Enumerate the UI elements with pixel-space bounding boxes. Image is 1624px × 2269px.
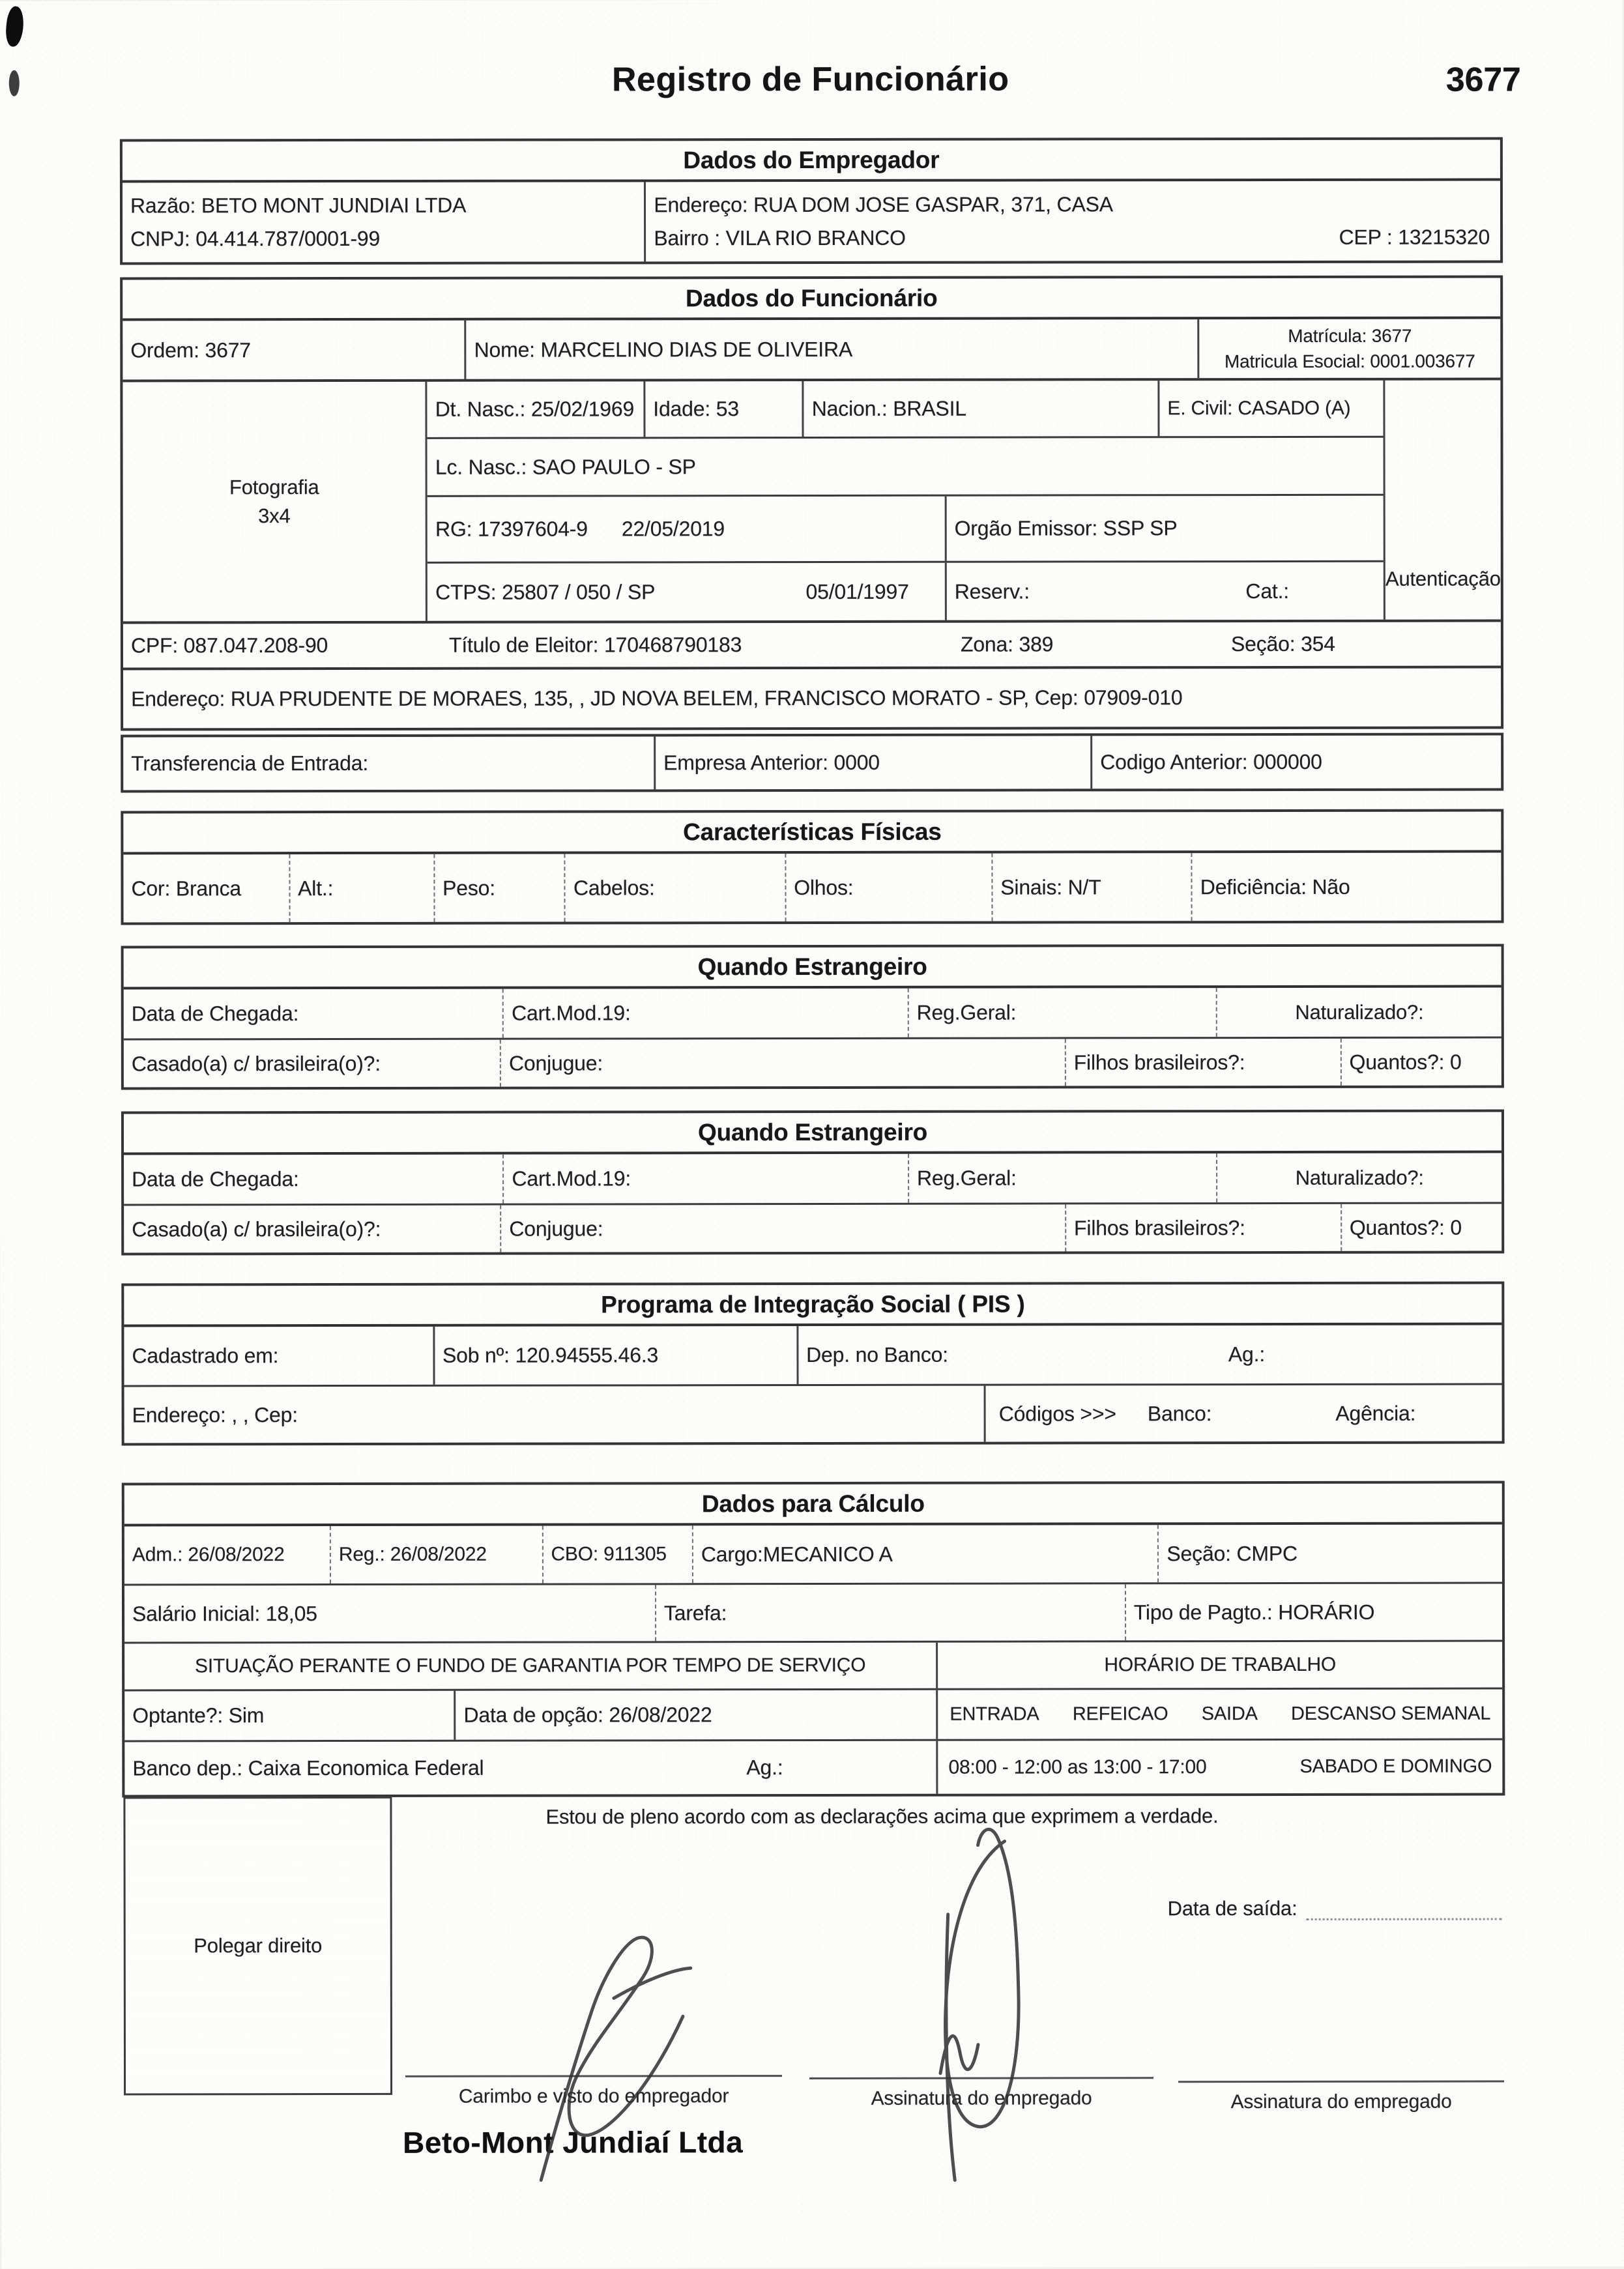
codigo-anterior: Codigo Anterior: 000000 <box>1090 736 1501 789</box>
empresa-anterior: Empresa Anterior: 0000 <box>654 736 1090 789</box>
employee-signature-label-1: Assinatura do empregado <box>871 2087 1092 2109</box>
pis-codigos: Códigos >>> <box>998 1401 1116 1426</box>
estrangeiro-1-casado: Casado(a) c/ brasileira(o)?: <box>131 1051 381 1075</box>
fisicas-cabelos: Cabelos: <box>564 854 785 921</box>
pis-dep-banco: Dep. no Banco: <box>806 1342 948 1367</box>
employer-cnpj: CNPJ: 04.414.787/0001-99 <box>130 226 381 251</box>
employee-reserv: Reserv.: <box>954 579 1030 603</box>
employer-cep: CEP : 13215320 <box>1339 225 1490 249</box>
estrangeiro-1-naturalizado: Naturalizado?: <box>1216 988 1501 1037</box>
col-refeicao: REFEICAO <box>1072 1703 1168 1725</box>
employee-ordem: Ordem: 3677 <box>130 338 251 362</box>
employer-section <box>120 137 1503 265</box>
fisicas-sinais: Sinais: N/T <box>991 853 1191 921</box>
page-title: Registro de Funcionário <box>611 60 1009 99</box>
estrangeiro-section-1 <box>121 944 1504 1090</box>
employee-estado-civil: E. Civil: CASADO (A) <box>1157 381 1383 436</box>
employee-matricula-esocial: Matricula Esocial: 0001.003677 <box>1224 351 1475 372</box>
calculo-cbo: CBO: 911305 <box>542 1525 692 1583</box>
calculo-descanso-valor: SABADO E DOMINGO <box>1299 1756 1492 1777</box>
transfer-strip <box>121 733 1503 793</box>
photo-label-line2: 3x4 <box>258 504 291 527</box>
scan-artifact-smudge <box>4 6 25 48</box>
estrangeiro-1-cart-mod: Cart.Mod.19: <box>502 989 908 1038</box>
estrangeiro-2-cart-mod: Cart.Mod.19: <box>502 1154 908 1204</box>
calculo-secao: Seção: CMPC <box>1157 1525 1502 1583</box>
fisicas-deficiencia: Deficiência: Não <box>1191 853 1501 921</box>
employee-nacionalidade: Nacion.: BRASIL <box>802 381 1158 437</box>
employee-endereco: Endereço: RUA PRUDENTE DE MORAES, 135, , JD NOVA BELEM, FRANCISCO MORATO - SP, Cep: 07909-010 <box>131 686 1183 711</box>
employee-signature <box>945 1829 1019 2127</box>
employee-ctps: CTPS: 25807 / 050 / SP <box>435 579 656 604</box>
employee-signature-line-2 <box>1178 2081 1504 2083</box>
pis-banco: Banco: <box>1147 1401 1212 1425</box>
employer-section-title: Dados do Empregador <box>123 140 1500 183</box>
fisicas-peso: Peso: <box>433 854 564 922</box>
estrangeiro-2-conjugue: Conjugue: <box>500 1204 1065 1252</box>
employee-idade: Idade: 53 <box>643 381 802 437</box>
calculo-tarefa: Tarefa: <box>655 1584 1125 1641</box>
col-entrada: ENTRADA <box>950 1703 1039 1725</box>
estrangeiro-2-quantos: Quantos?: 0 <box>1341 1204 1501 1251</box>
employer-endereco: Endereço: RUA DOM JOSE GASPAR, 371, CASA <box>654 192 1113 217</box>
estrangeiro-1-quantos: Quantos?: 0 <box>1340 1039 1501 1086</box>
thumbprint-box <box>123 1797 392 2096</box>
employee-signature-label-2: Assinatura do empregado <box>1230 2090 1452 2113</box>
fisicas-cor: Cor: Branca <box>131 876 242 900</box>
estrangeiro-2-reg-geral: Reg.Geral: <box>908 1153 1217 1203</box>
fisicas-section <box>121 809 1503 925</box>
declaration-text: Estou de pleno acordo com as declarações acima que exprimem a verdade. <box>545 1804 1219 1828</box>
calculo-reg: Reg.: 26/08/2022 <box>330 1526 542 1583</box>
data-saida-blank-line <box>1306 1897 1501 1920</box>
data-saida-label: Data de saída: <box>1167 1896 1298 1920</box>
pis-endereco: Endereço: , , Cep: <box>132 1402 298 1426</box>
employee-dt-nasc: Dt. Nasc.: 25/02/1969 <box>435 397 635 421</box>
data-saida-field <box>1168 1897 1502 1921</box>
calculo-tipo-pagto: Tipo de Pagto.: HORÁRIO <box>1125 1584 1502 1641</box>
photo-label-line1: Fotografia <box>229 475 319 499</box>
estrangeiro-2-naturalizado: Naturalizado?: <box>1216 1153 1501 1203</box>
employee-section <box>120 276 1503 731</box>
col-descanso: DESCANSO SEMANAL <box>1291 1703 1491 1724</box>
calculo-cargo: Cargo:MECANICO A <box>692 1525 1158 1583</box>
estrangeiro-1-conjugue: Conjugue: <box>500 1039 1065 1086</box>
employer-bairro: Bairro : VILA RIO BRANCO <box>654 225 906 250</box>
employee-orgao-emissor: Orgão Emissor: SSP SP <box>944 496 1383 561</box>
page-header <box>0 59 1623 100</box>
employee-cat: Cat.: <box>1245 579 1290 603</box>
calculo-optante: Optante?: Sim <box>132 1703 265 1727</box>
employer-signature-line <box>405 2075 782 2077</box>
calculo-banco-dep: Banco dep.: Caixa Economica Federal <box>132 1756 484 1780</box>
estrangeiro-1-reg-geral: Reg.Geral: <box>908 988 1217 1037</box>
estrangeiro-2-data-chegada: Data de Chegada: <box>132 1167 299 1191</box>
fisicas-olhos: Olhos: <box>785 854 991 921</box>
calculo-horario-valor: 08:00 - 12:00 as 13:00 - 17:00 <box>948 1756 1207 1778</box>
employer-razao: Razão: BETO MONT JUNDIAI LTDA <box>130 193 467 218</box>
pis-section-title: Programa de Integração Social ( PIS ) <box>124 1284 1501 1327</box>
employee-matricula: Matrícula: 3677 <box>1288 325 1412 346</box>
employee-section-title: Dados do Funcionário <box>123 278 1500 321</box>
employee-secao-eleitoral: Seção: 354 <box>1230 631 1335 656</box>
pis-agencia: Agência: <box>1335 1401 1416 1425</box>
calculo-fgts-title: SITUAÇÃO PERANTE O FUNDO DE GARANTIA POR TEMPO DE SERVIÇO <box>195 1654 866 1677</box>
calculo-salario: Salário Inicial: 18,05 <box>132 1601 317 1625</box>
pis-cadastrado: Cadastrado em: <box>132 1344 279 1368</box>
employee-titulo-eleitor: Título de Eleitor: 170468790183 <box>448 633 742 657</box>
employee-zona: Zona: 389 <box>960 632 1054 656</box>
employee-signature-line-1 <box>809 2077 1153 2079</box>
calculo-section-title: Dados para Cálculo <box>124 1484 1502 1527</box>
estrangeiro-2-filhos: Filhos brasileiros?: <box>1065 1204 1341 1252</box>
calculo-ag: Ag.: <box>746 1756 783 1780</box>
employee-signature-flourish <box>940 1915 979 2180</box>
calculo-data-opcao: Data de opção: 26/08/2022 <box>454 1690 936 1740</box>
employee-nome: Nome: MARCELINO DIAS DE OLIVEIRA <box>465 319 1198 379</box>
pis-section <box>121 1282 1504 1446</box>
fisicas-alt: Alt.: <box>289 854 433 922</box>
employee-rg: RG: 17397604-9 <box>435 517 588 541</box>
employee-cpf: CPF: 087.047.208-90 <box>130 633 328 658</box>
employee-rg-data: 22/05/2019 <box>621 517 725 541</box>
thumbprint-label: Polegar direito <box>194 1934 323 1958</box>
pis-ag: Ag.: <box>1228 1342 1266 1366</box>
estrangeiro-1-title: Quando Estrangeiro <box>124 947 1501 990</box>
estrangeiro-1-filhos: Filhos brasileiros?: <box>1065 1039 1341 1086</box>
page-number: 3677 <box>1445 61 1521 99</box>
company-stamp-text: Beto-Mont Jundiaí Ltda <box>403 2125 744 2160</box>
estrangeiro-2-casado: Casado(a) c/ brasileira(o)?: <box>132 1217 381 1241</box>
estrangeiro-section-2 <box>121 1110 1504 1256</box>
employee-autenticacao: Autenticação <box>1384 381 1501 620</box>
pis-numero: Sob nº: 120.94555.46.3 <box>433 1326 796 1385</box>
photo-placeholder <box>123 382 428 622</box>
calculo-section <box>122 1481 1505 1798</box>
employee-lc-nasc: Lc. Nasc.: SAO PAULO - SP <box>435 454 696 479</box>
estrangeiro-1-data-chegada: Data de Chegada: <box>131 1002 299 1026</box>
col-saida: SAIDA <box>1201 1703 1258 1725</box>
employer-signature-label: Carimbo e visto do empregador <box>458 2085 729 2107</box>
calculo-horario-title: HORÁRIO DE TRABALHO <box>936 1642 1502 1688</box>
employee-ctps-data: 05/01/1997 <box>805 579 909 603</box>
fisicas-section-title: Características Físicas <box>123 812 1501 855</box>
calculo-adm: Adm.: 26/08/2022 <box>132 1544 285 1566</box>
estrangeiro-2-title: Quando Estrangeiro <box>124 1112 1501 1155</box>
transferencia-entrada: Transferencia de Entrada: <box>131 751 369 775</box>
